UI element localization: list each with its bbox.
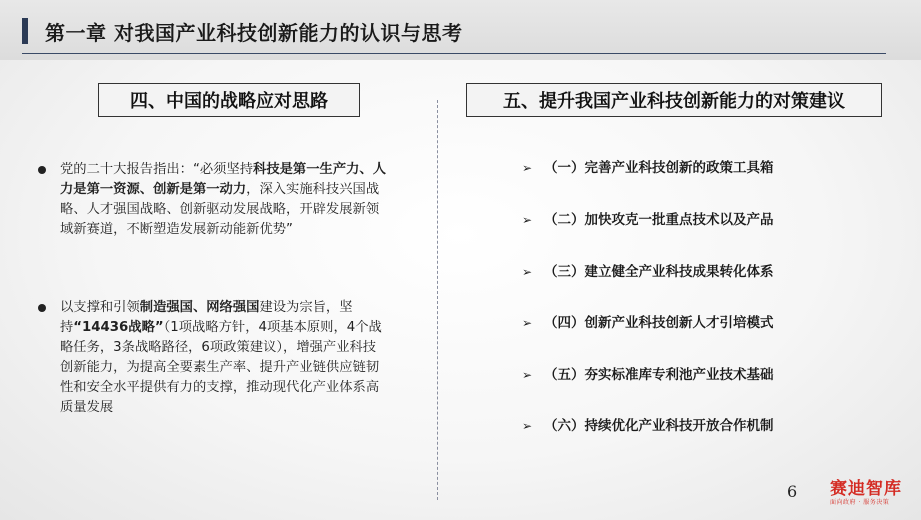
- arrow-bullet-icon: ➢: [522, 316, 533, 330]
- list-item: ➢ （四）创新产业科技创新人才引培模式: [522, 315, 774, 331]
- title-bar: [0, 0, 921, 60]
- page-number: 6: [787, 482, 798, 501]
- list-item: ➢ （一）完善产业科技创新的政策工具箱: [522, 160, 774, 176]
- page-title: 第一章 对我国产业科技创新能力的认识与思考: [45, 21, 463, 45]
- bullet-text: 党的二十大报告指出：“必须坚持科技是第一生产力、人力是第一资源、创新是第一动力，深入实施科技兴国战略、人才强国战略、创新驱动发展战略，开辟发展新领域新赛道，不断塑造发展新动能新优势”: [60, 162, 387, 237]
- bullet-emphasis: 科技是第一生产力、人力是第一资源、创新是第一动力: [60, 162, 387, 197]
- list-item: ➢ （三）建立健全产业科技成果转化体系: [522, 264, 774, 280]
- title-accent-bar: [22, 18, 28, 44]
- logo-name: 赛迪智库: [830, 479, 902, 499]
- arrow-bullet-icon: ➢: [522, 265, 533, 279]
- bullet-emphasis: 制造强国、网络强国: [139, 300, 260, 315]
- arrow-bullet-icon: ➢: [522, 161, 533, 175]
- left-section-heading: 四、中国的战略应对思路: [98, 83, 360, 117]
- title-underline: [22, 53, 886, 54]
- bullet-item: [38, 160, 388, 240]
- logo-tagline: 面向政府 · 服务决策: [830, 499, 890, 506]
- bullet-dot-icon: [38, 304, 46, 312]
- bullet-text: 以支撑和引领制造强国、网络强国建设为宗旨，坚持“14436战略”（1项战略方针，4项基本原则，4个战略任务，3条战略路径，6项政策建议），增强产业科技创新能力，为提高全要素生产率、提升产业链供应链韧性和安全水平提供有力的支撑，推动现代化产业体系高质量发展: [60, 300, 382, 415]
- list-item: ➢ （五）夯实标准库专利池产业技术基础: [522, 367, 774, 383]
- column-divider: [437, 100, 438, 500]
- right-section-heading: 五、提升我国产业科技创新能力的对策建议: [466, 83, 882, 117]
- bullet-item: [38, 298, 388, 418]
- arrow-bullet-icon: ➢: [522, 419, 533, 433]
- arrow-bullet-icon: ➢: [522, 368, 533, 382]
- strategy-name: “14436战略”: [73, 320, 164, 335]
- list-item: ➢ （二）加快攻克一批重点技术以及产品: [522, 212, 774, 228]
- arrow-bullet-icon: ➢: [522, 213, 533, 227]
- ccid-logo: [830, 479, 915, 515]
- bullet-dot-icon: [38, 166, 46, 174]
- list-item: ➢ （六）持续优化产业科技开放合作机制: [522, 418, 774, 434]
